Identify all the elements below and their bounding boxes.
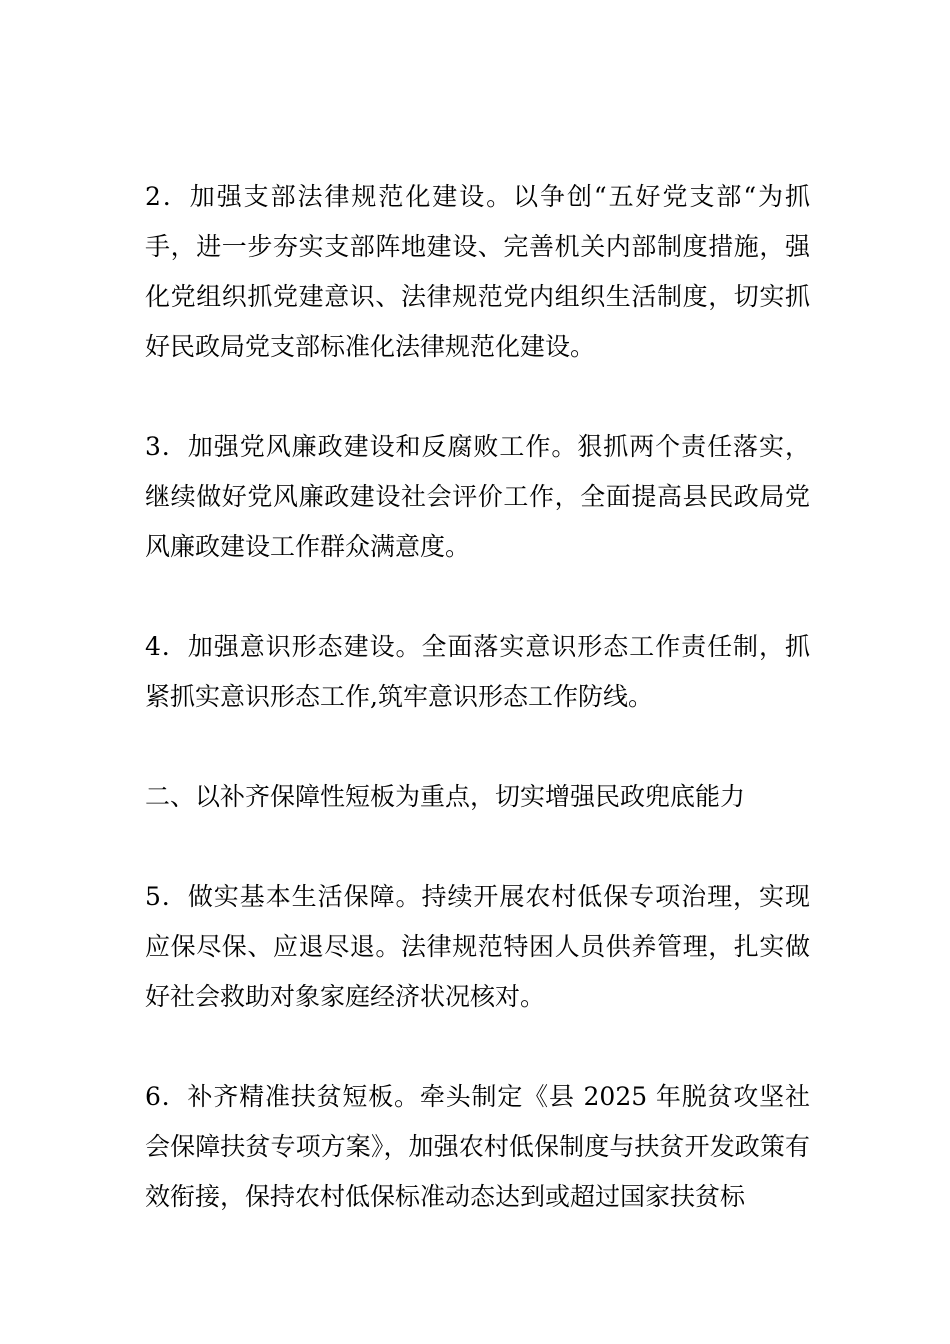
paragraph-anti-corruption: 3．加强党风廉政建设和反腐败工作。狠抓两个责任落实，继续做好党风廉政建设社会评价工作，全面提高县民政局党风廉政建设工作群众满意度。 — [145, 432, 810, 561]
paragraph-ideology: 4．加强意识形态建设。全面落实意识形态工作责任制，抓紧抓实意识形态工作,筑牢意识形态工作防线。 — [145, 632, 810, 711]
document-body — [145, 172, 810, 1272]
section-heading: 二、以补齐保障性短板为重点，切实增强民政兜底能力 — [145, 782, 746, 811]
paragraph-basic-living: 5．做实基本生活保障。持续开展农村低保专项治理，实现应保尽保、应退尽退。法律规范特困人员供养管理，扎实做好社会救助对象家庭经济状况核对。 — [145, 882, 810, 1011]
paragraph-party-branch: 2．加强支部法律规范化建设。以争创“五好党支部“为抓手，进一步夯实支部阵地建设、完善机关内部制度措施，强化党组织抓党建意识、法律规范党内组织生活制度，切实抓好民政局党支部标准化法律规范化建设。 — [145, 182, 810, 361]
paragraph-poverty-alleviation: 6．补齐精准扶贫短板。牵头制定《县 2025 年脱贫攻坚社会保障扶贫专项方案》，加强农村低保制度与扶贫开发政策有效衔接，保持农村低保标准动态达到或超过国家扶贫标 — [145, 1082, 810, 1211]
